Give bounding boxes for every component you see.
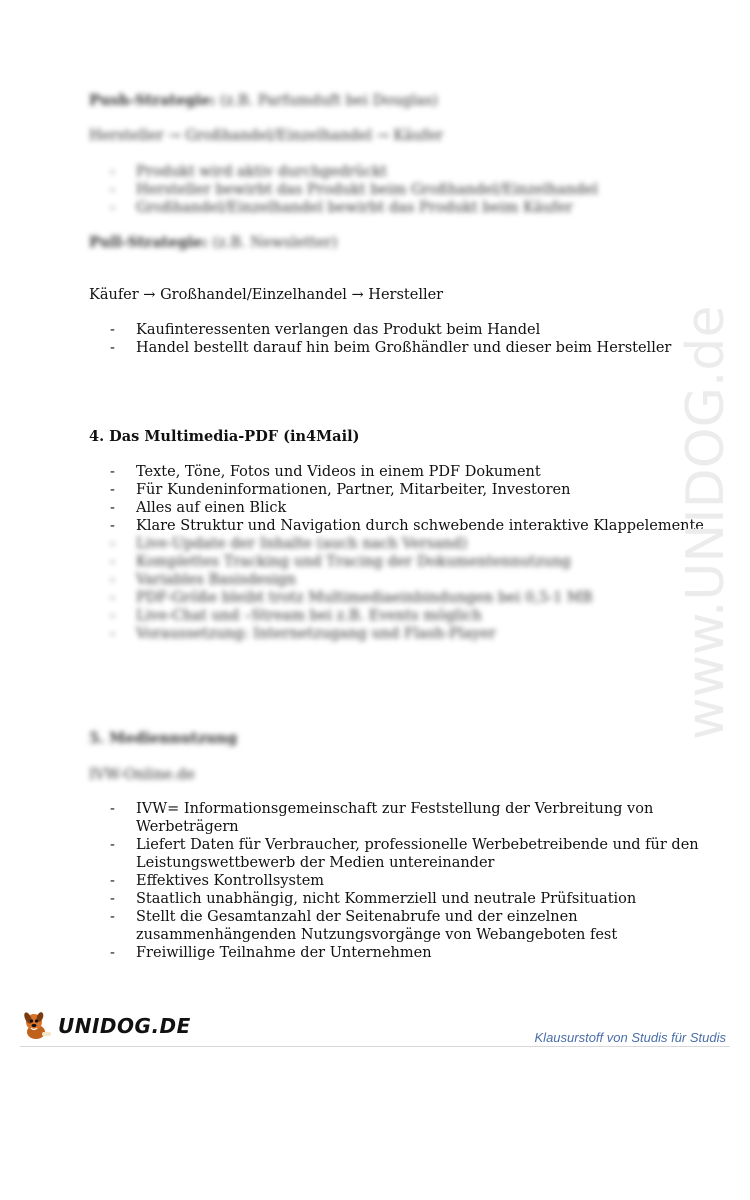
list-item-line: Staatlich unabhängig, nicht Kommerziell und neutrale Prüfsituation — [136, 891, 637, 907]
push-heading: Push-Strategie: — [89, 92, 216, 109]
section4-heading: 4. Das Multimedia-PDF (in4Mail) — [89, 428, 360, 445]
push-strategy-line — [89, 92, 438, 110]
pull-chain: Käufer → Großhandel/Einzelhandel → Hersteller — [89, 287, 444, 303]
logo-text: UNIDOG.DE — [58, 1014, 191, 1038]
push-chain: Hersteller → Großhandel/Einzelhandel → Käufer — [89, 128, 444, 144]
section5-heading: 5. Mediennutzung — [89, 730, 238, 747]
list-item: - Kaufinteressenten verlangen das Produkt beim Handel — [110, 321, 671, 339]
list-item: - Handel bestellt darauf hin beim Großhändler und dieser beim Hersteller — [110, 339, 671, 357]
section5-subheading: IVW-Online.de — [89, 767, 195, 783]
list-item-line: Werbeträgern — [136, 819, 239, 835]
list-item — [110, 836, 699, 872]
list-item — [110, 944, 699, 962]
footer-tagline: Klausurstoff von Studis für Studis — [534, 1030, 726, 1045]
list-item: - Alles auf einen Blick — [110, 499, 704, 517]
list-item-line: IVW= Informationsgemeinschaft zur Feststellung der Verbreitung von — [136, 801, 654, 817]
list-item-line: Liefert Daten für Verbraucher, professionelle Werbebetreibende und für den — [136, 837, 699, 853]
list-item: - Hersteller bewirbt das Produkt beim Großhandel/Einzelhandel — [110, 181, 598, 199]
list-item: - Variables Basisdesign — [110, 571, 592, 589]
footer-divider — [20, 1046, 730, 1047]
pull-items-list — [110, 321, 671, 357]
push-example: (z.B. Parfumduft bei Douglas) — [220, 93, 438, 109]
list-item — [110, 908, 699, 944]
list-item-line: Stellt die Gesamtanzahl der Seitenabrufe und der einzelnen — [136, 909, 578, 925]
watermark — [676, 305, 736, 1200]
pull-heading: Pull-Strategie: — [89, 234, 208, 251]
pull-example: (z.B. Newsletter) — [212, 235, 338, 251]
pull-strategy-line — [89, 234, 337, 252]
list-item: - Komplettes Tracking und Tracing der Dokumentennutzung — [110, 553, 592, 571]
list-item: - Großhandel/Einzelhandel bewirbt das Produkt beim Käufer — [110, 199, 598, 217]
list-item: - Live-Update der Inhalte (auch nach Versand) — [110, 535, 592, 553]
list-item: - Für Kundeninformationen, Partner, Mitarbeiter, Investoren — [110, 481, 704, 499]
list-item-line: Leistungswettbewerb der Medien untereinander — [136, 855, 495, 871]
list-item — [110, 890, 699, 908]
section5-list — [110, 800, 699, 962]
list-item-line: Effektives Kontrollsystem — [136, 873, 325, 889]
unidog-logo[interactable] — [22, 1010, 191, 1042]
list-item: - Texte, Töne, Fotos und Videos in einem PDF Dokument — [110, 463, 704, 481]
watermark-text: www.UNIDOG.de — [676, 305, 736, 740]
dog-mascot-icon — [22, 1010, 54, 1042]
list-item — [110, 800, 699, 836]
list-item: - PDF-Größe bleibt trotz Multimediaeinbindungen bei 0,5-1 MB — [110, 589, 592, 607]
list-item: - Klare Struktur und Navigation durch schwebende interaktive Klappelemente — [110, 517, 704, 535]
list-item-line: Freiwillige Teilnahme der Unternehmen — [136, 945, 432, 961]
list-item-line: zusammenhängenden Nutzungsvorgänge von Webangeboten fest — [136, 927, 618, 943]
list-item: - Produkt wird aktiv durchgedrückt — [110, 163, 598, 181]
section4-blurred-list — [110, 535, 592, 643]
section4-list — [110, 463, 704, 535]
push-items-list — [110, 163, 598, 217]
list-item — [110, 872, 699, 890]
list-item: - Voraussetzung: Internetzugang und Flash-Player — [110, 625, 592, 643]
list-item: - Live-Chat und –Stream bei z.B. Events möglich — [110, 607, 592, 625]
